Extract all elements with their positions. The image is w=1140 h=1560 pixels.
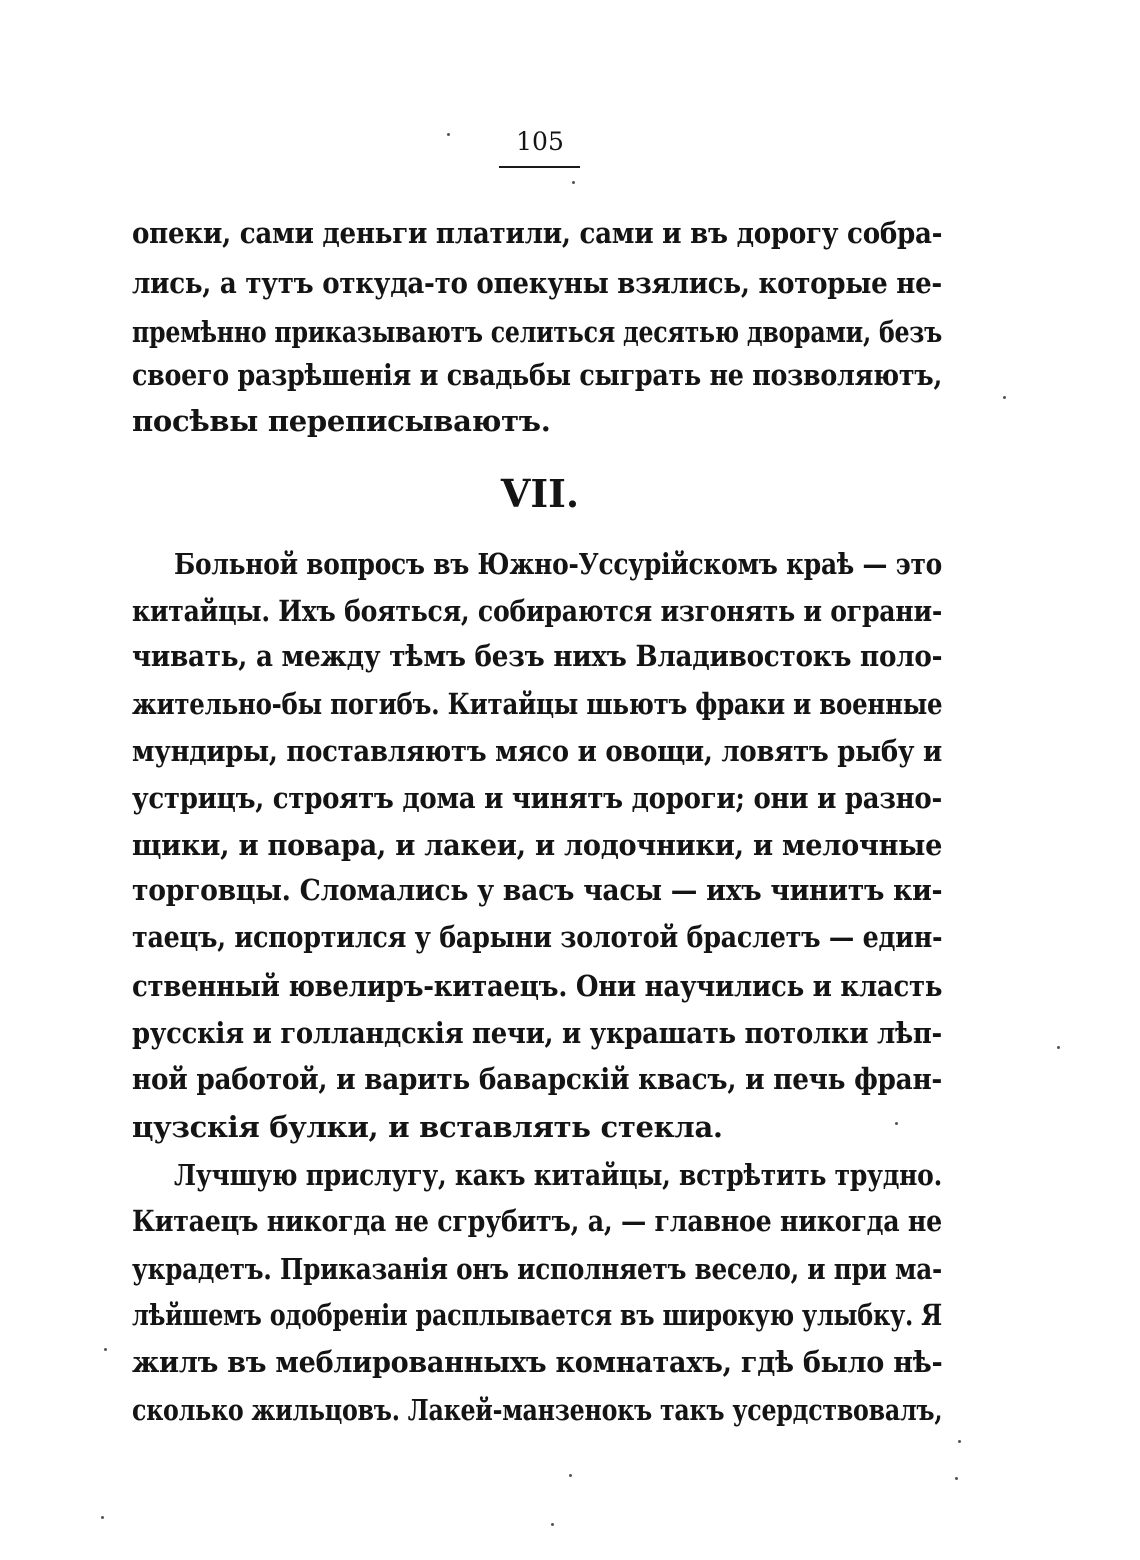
- text-line: русскія и голландскія печи, и украшать потолки лѣп-: [132, 1016, 943, 1050]
- text-line: украдетъ. Приказанія онъ исполняетъ весело, и при ма-: [132, 1252, 942, 1286]
- scan-speck: [104, 1348, 107, 1351]
- scan-speck: [1003, 396, 1006, 399]
- text-line: лѣйшемъ одобреніи расплывается въ широкую улыбку. Я: [132, 1298, 942, 1332]
- text-line: премѣнно приказываютъ селиться десятью дворами, безъ: [132, 315, 943, 349]
- scan-speck: [572, 181, 575, 184]
- text-line: Больной вопросъ въ Южно-Уссурійскомъ краѣ — это: [174, 547, 942, 581]
- scan-speck: [895, 1122, 898, 1125]
- scan-speck: [569, 1474, 572, 1477]
- text-line: устрицъ, строятъ дома и чинятъ дороги; они и разно-: [132, 781, 942, 815]
- text-line: жилъ въ меблированныхъ комнатахъ, гдѣ было нѣ-: [132, 1345, 943, 1379]
- text-line: щики, и повара, и лакеи, и лодочники, и мелочные: [132, 828, 943, 862]
- scan-speck: [1057, 1046, 1060, 1049]
- text-line: китайцы. Ихъ бояться, собираются изгонять и ограни-: [132, 594, 943, 628]
- text-line: Лучшую прислугу, какъ китайцы, встрѣтить трудно.: [174, 1158, 943, 1192]
- page-number-rule: [499, 166, 580, 168]
- scan-speck: [551, 1523, 554, 1526]
- text-line: своего разрѣшенія и свадьбы сыграть не позволяютъ,: [132, 358, 943, 392]
- text-line: ственный ювелиръ-китаецъ. Они научились и класть: [132, 969, 943, 1003]
- text-line: жительно-бы погибъ. Китайцы шьютъ фраки и военные: [132, 687, 943, 721]
- text-line: чивать, а между тѣмъ безъ нихъ Владивостокъ поло-: [132, 639, 943, 673]
- text-line: мундиры, поставляютъ мясо и овощи, ловятъ рыбу и: [132, 734, 942, 768]
- page-number: 105: [516, 127, 564, 156]
- text-line: сколько жильцовъ. Лакей-манзенокъ такъ усердствовалъ,: [132, 1393, 943, 1427]
- text-line: торговцы. Сломались у васъ часы — ихъ чинитъ ки-: [132, 873, 943, 907]
- text-line: посѣвы переписываютъ.: [132, 404, 551, 438]
- text-line: лись, а тутъ откуда-то опекуны взялись, которые не-: [132, 266, 942, 300]
- text-line: Китаецъ никогда не сгрубитъ, а, — главное никогда не: [132, 1204, 942, 1238]
- scan-speck: [447, 133, 450, 136]
- text-line: опеки, сами деньги платили, сами и въ дорогу собра-: [132, 216, 943, 250]
- text-line: ной работой, и варить баварскій квасъ, и печь фран-: [132, 1062, 943, 1096]
- text-line: цузскія булки, и вставлять стекла.: [132, 1110, 723, 1144]
- scan-speck: [958, 1440, 961, 1443]
- text-line: таецъ, испортился у барыни золотой браслетъ — един-: [132, 920, 943, 954]
- scan-speck: [101, 1516, 104, 1519]
- scan-speck: [955, 1477, 958, 1480]
- section-heading: VII.: [500, 471, 580, 516]
